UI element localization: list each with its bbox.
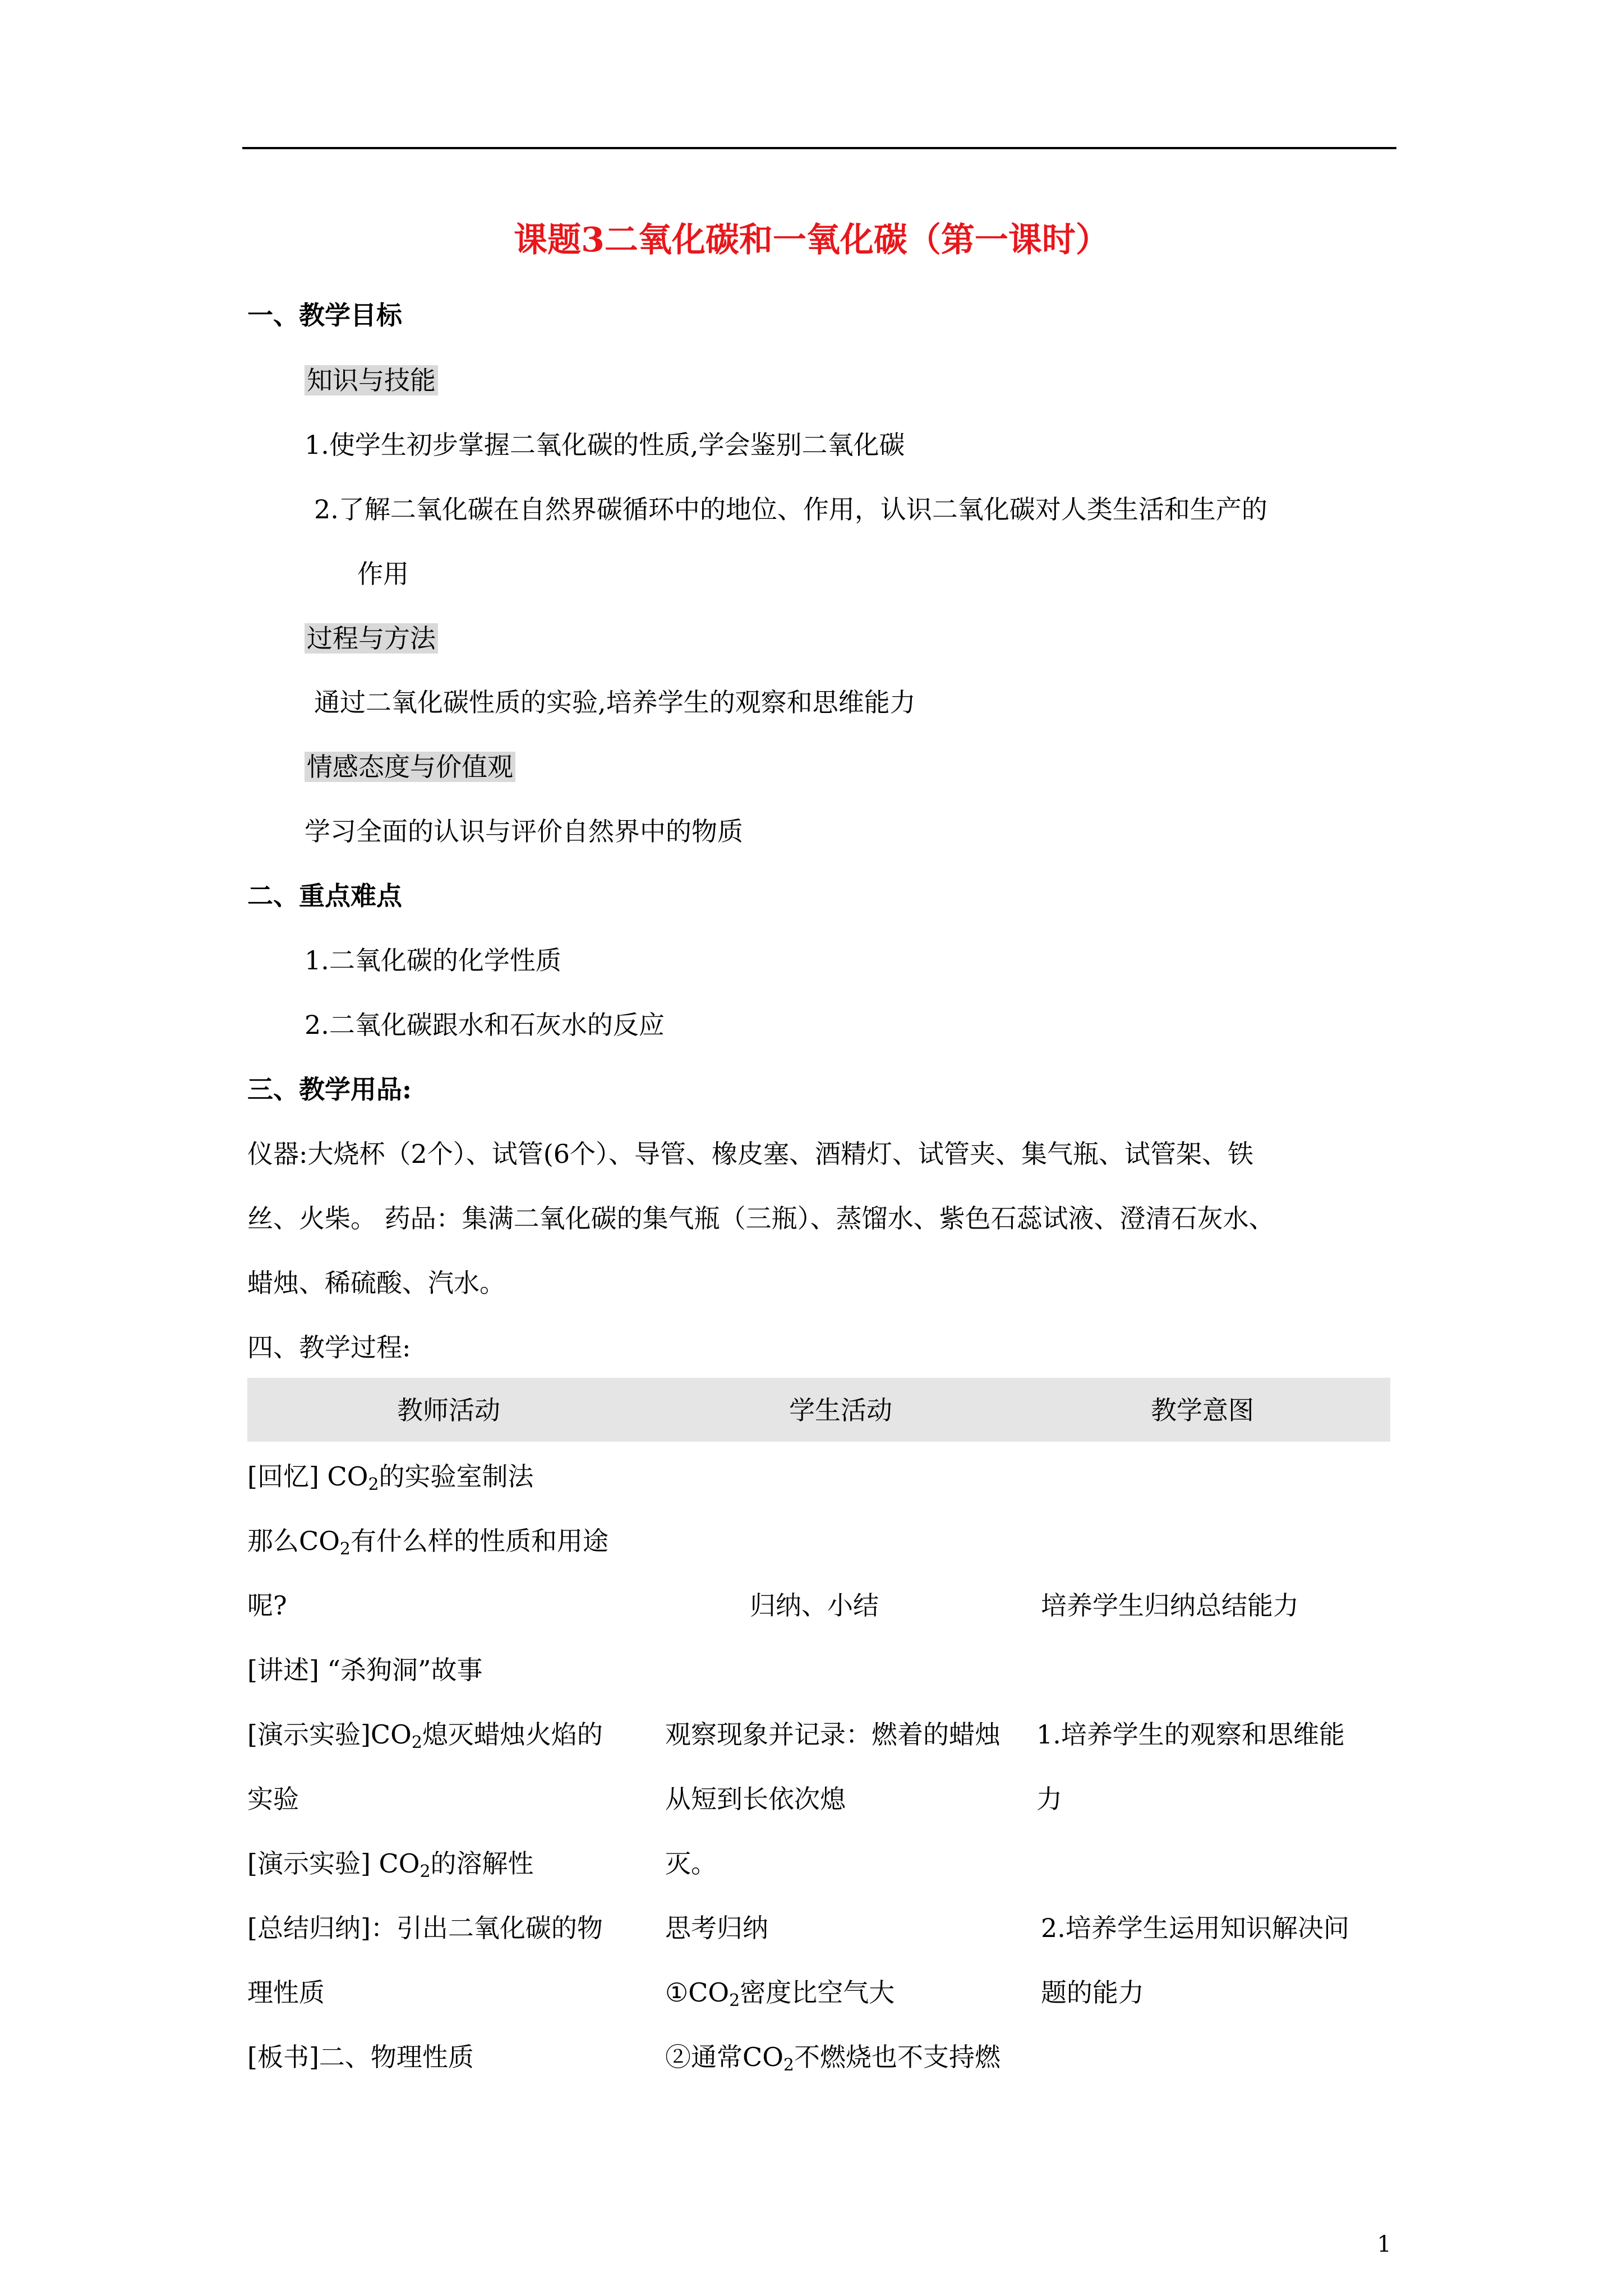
teacher-activity: 理性质: [247, 1977, 325, 2008]
student-activity: 归纳、小结: [750, 1590, 879, 1621]
page-number: 1: [1377, 2231, 1391, 2257]
section-heading-process: 四、教学过程:: [247, 1332, 411, 1363]
objective-item: 学习全面的认识与评价自然界中的物质: [305, 816, 743, 846]
student-activity: 思考归纳: [665, 1913, 768, 1943]
student-activity: 灭。: [665, 1848, 717, 1879]
materials-text: 丝、火柴。 药品：集满二氧化碳的集气瓶（三瓶）、蒸馏水、紫色石蕊试液、澄清石灰水、: [247, 1203, 1275, 1234]
teaching-intent: 题的能力: [1041, 1977, 1144, 2008]
teacher-activity: [讲述] “杀狗洞”故事: [247, 1655, 483, 1685]
teacher-activity: [回忆] $CO_2$的实验室制法: [247, 1461, 534, 1494]
keypoint-item: 2.二氧化碳跟水和石灰水的反应: [305, 1010, 665, 1040]
teaching-intent: 2.培养学生运用知识解决问: [1041, 1913, 1349, 1943]
objective-item-continued: 作用: [357, 559, 409, 589]
section-heading-keypoints: 二、重点难点: [247, 881, 402, 911]
student-activity: $①CO_2$密度比空气大: [665, 1977, 895, 2010]
objective-item: 2.了解二氧化碳在自然界碳循环中的地位、作用，认识二氧化碳对人类生活和生产的: [314, 494, 1267, 524]
student-activity: 从短到长依次熄: [665, 1784, 846, 1814]
section-heading-materials: 三、教学用品:: [247, 1074, 412, 1105]
student-activity: ②通常$CO_2$不燃烧也不支持燃: [665, 2042, 1001, 2075]
teacher-activity: 呢?: [247, 1590, 287, 1621]
materials-text: 蜡烛、稀硫酸、汽水。: [247, 1268, 505, 1298]
materials-text: 仪器:大烧杯（2个）、试管(6个）、导管、橡皮塞、酒精灯、试管夹、集气瓶、试管架、铁: [247, 1139, 1253, 1169]
objective-item: 1.使学生初步掌握二氧化碳的性质,学会鉴别二氧化碳: [305, 430, 905, 460]
teacher-activity: 那么$CO_2$有什么样的性质和用途: [247, 1526, 609, 1559]
subheading-process: 过程与方法: [305, 623, 438, 654]
teaching-intent: 力: [1036, 1784, 1062, 1814]
header-rule: [242, 147, 1396, 149]
teaching-intent: 培养学生归纳总结能力: [1041, 1590, 1299, 1621]
table-header-intent: 教学意图: [1151, 1395, 1254, 1425]
student-activity: 观察现象并记录：燃着的蜡烛: [665, 1719, 1000, 1750]
subheading-emotion: 情感态度与价值观: [305, 752, 515, 782]
teacher-activity: [板书]二、物理性质: [247, 2042, 474, 2072]
teacher-activity: [总结归纳]：引出二氧化碳的物: [247, 1913, 603, 1943]
objective-item: 通过二氧化碳性质的实验,培养学生的观察和思维能力: [314, 687, 916, 717]
keypoint-item: 1.二氧化碳的化学性质: [305, 945, 561, 976]
teaching-intent: 1.培养学生的观察和思维能: [1036, 1719, 1345, 1750]
teacher-activity: [演示实验]$CO_2$熄灭蜡烛火焰的: [247, 1719, 603, 1752]
teacher-activity: 实验: [247, 1784, 299, 1814]
section-heading-objectives: 一、教学目标: [247, 300, 402, 330]
teacher-activity: [演示实验] $CO_2$的溶解性: [247, 1848, 534, 1881]
table-header-teacher: 教师活动: [397, 1395, 500, 1425]
subheading-knowledge: 知识与技能: [305, 365, 438, 395]
table-header-student: 学生活动: [789, 1395, 892, 1425]
page-title: 课题3二氧化碳和一氧化碳（第一课时）: [514, 220, 1109, 260]
